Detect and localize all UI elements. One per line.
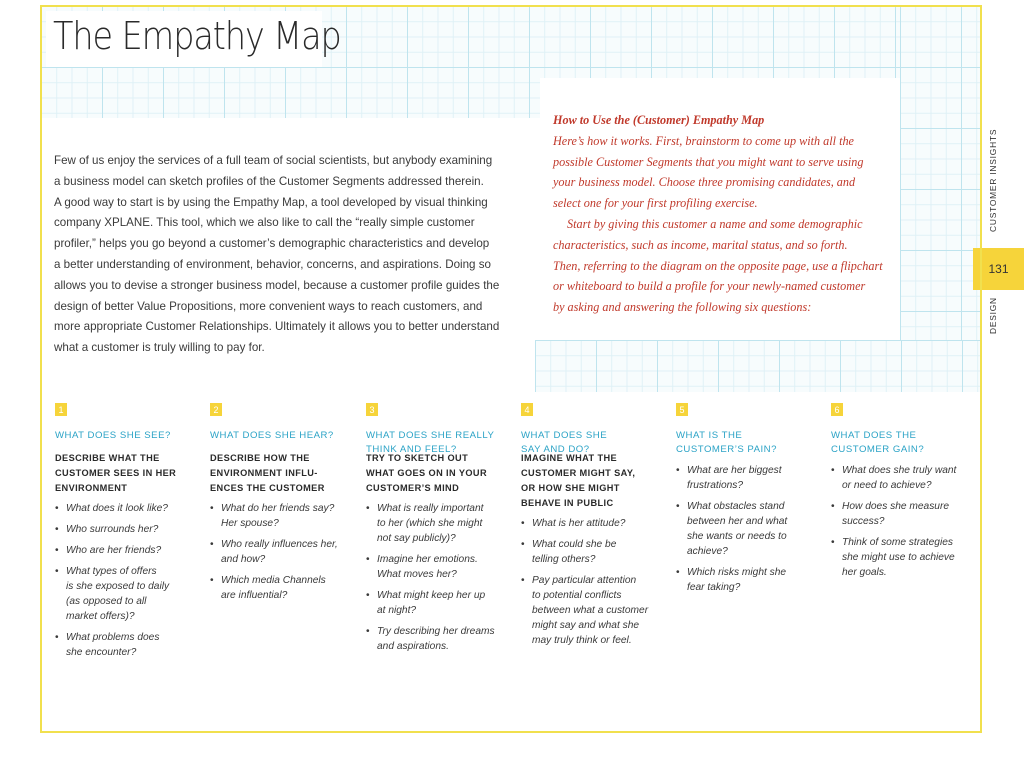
question-subheading-line: DESCRIBE WHAT THE xyxy=(55,453,160,463)
question-bullet-line: fear taking? xyxy=(687,582,741,593)
question-bullet-line: • Pay particular attention xyxy=(532,575,637,586)
question-bullet-line: achieve? xyxy=(687,546,728,557)
side-label-design: DESIGN xyxy=(988,297,998,334)
question-bullet-list xyxy=(366,501,516,654)
question-column-3 xyxy=(366,403,516,660)
question-column-4 xyxy=(521,403,671,654)
question-bullet-line: • What might keep her up xyxy=(377,590,486,601)
howto-line: by asking and answering the following six questions: xyxy=(553,300,812,315)
question-bullet-line: not say publicly)? xyxy=(377,533,456,544)
question-bullet-line: Her spouse? xyxy=(221,518,279,529)
question-heading-line: WHAT DOES SHE xyxy=(521,430,608,441)
question-subheading xyxy=(55,451,205,496)
question-column-2 xyxy=(210,403,360,609)
question-number-badge: 1 xyxy=(55,403,67,416)
question-number-badge: 2 xyxy=(210,403,222,416)
question-bullet xyxy=(831,463,981,493)
page-number-tab: 131 xyxy=(973,248,1024,290)
question-bullet-list xyxy=(55,501,205,660)
question-bullet-line: to her (which she might xyxy=(377,518,483,529)
question-column-6 xyxy=(831,403,981,586)
question-bullet-line: (as opposed to all xyxy=(66,596,147,607)
question-subheading-line: CUSTOMER SEES IN HER xyxy=(55,468,177,478)
question-heading-line: WHAT DOES THE xyxy=(831,430,917,441)
question-bullet xyxy=(676,565,826,595)
question-bullet-line: • What does it look like? xyxy=(66,503,168,514)
graph-paper-middle xyxy=(535,340,981,392)
question-bullet-line: • What could she be xyxy=(532,539,617,550)
question-heading-line: THINK AND FEEL? xyxy=(366,444,457,455)
howto-line: select one for your first profiling exercise. xyxy=(553,196,758,211)
question-bullet xyxy=(831,535,981,580)
question-heading-line: WHAT DOES SHE HEAR? xyxy=(210,430,334,441)
question-subheading-line: BEHAVE IN PUBLIC xyxy=(521,498,614,508)
question-subheading xyxy=(210,451,360,496)
question-column-5 xyxy=(676,403,826,601)
question-bullet xyxy=(521,573,671,648)
question-number-badge: 3 xyxy=(366,403,378,416)
question-bullet-line: market offers)? xyxy=(66,611,135,622)
question-bullet xyxy=(210,501,360,531)
question-bullet xyxy=(366,624,516,654)
howto-line: possible Customer Segments that you might want to serve using xyxy=(553,154,864,169)
intro-line: design of better Value Propositions, more convenient ways to reach customers, and xyxy=(54,299,483,313)
question-bullet-line: • What are her biggest xyxy=(687,465,782,476)
howto-line: or whiteboard to build a profile for your newly-named customer xyxy=(553,279,866,294)
page-title: The Empathy Map xyxy=(53,14,341,58)
question-subheading-line: ENCES THE CUSTOMER xyxy=(210,483,325,493)
question-bullet-list xyxy=(831,463,981,580)
question-bullet-line: frustrations? xyxy=(687,480,744,491)
question-bullet xyxy=(210,573,360,603)
question-bullet xyxy=(676,463,826,493)
question-bullet xyxy=(676,499,826,559)
howto-line: Start by giving this customer a name and some demographic xyxy=(567,216,863,231)
question-subheading-line: TRY TO SKETCH OUT xyxy=(366,453,469,463)
question-bullet-line: and aspirations. xyxy=(377,641,449,652)
question-bullet xyxy=(55,564,205,624)
question-bullet xyxy=(831,499,981,529)
question-bullet-line: • What is really important xyxy=(377,503,484,514)
question-bullet-line: she encounter? xyxy=(66,647,137,658)
side-label-customer-insights: CUSTOMER INSIGHTS xyxy=(988,128,998,232)
question-number-badge: 4 xyxy=(521,403,533,416)
intro-text xyxy=(54,151,524,359)
question-bullet-line: between her and what xyxy=(687,516,788,527)
question-bullet-line: • Try describing her dreams xyxy=(377,626,495,637)
question-subheading-line: ENVIRONMENT xyxy=(55,483,128,493)
question-bullet-line: • What obstacles stand xyxy=(687,501,785,512)
question-bullet-line: may truly think or feel. xyxy=(532,635,632,646)
howto-line: Here’s how it works. First, brainstorm to come up with all the xyxy=(553,133,854,148)
question-bullet-line: she might use to achieve xyxy=(842,552,955,563)
question-bullet xyxy=(55,501,205,516)
intro-line: a business model can sketch profiles of the Customer Segments addressed therein. xyxy=(54,174,484,188)
intro-line: A good way to start is by using the Empathy Map, a tool developed by visual thinking xyxy=(54,195,488,209)
question-number-badge: 6 xyxy=(831,403,843,416)
howto-line: your business model. Choose three promising candidates, and xyxy=(553,175,856,190)
question-bullet-line: to potential conflicts xyxy=(532,590,622,601)
question-subheading-line: WHAT GOES ON IN YOUR xyxy=(366,468,487,478)
question-heading-line: CUSTOMER GAIN? xyxy=(831,444,925,455)
question-bullet-line: are influential? xyxy=(221,590,288,601)
question-heading xyxy=(831,429,981,459)
question-bullet-line: • Who really influences her, xyxy=(221,539,338,550)
question-bullet-line: • How does she measure xyxy=(842,501,950,512)
question-subheading-line: IMAGINE WHAT THE xyxy=(521,453,618,463)
question-heading-line: CUSTOMER’S PAIN? xyxy=(676,444,777,455)
question-bullet-line: • What do her friends say? xyxy=(221,503,335,514)
question-number-badge: 5 xyxy=(676,403,688,416)
question-bullet xyxy=(521,516,671,531)
question-heading-line: WHAT DOES SHE REALLY xyxy=(366,430,495,441)
question-heading-line: WHAT IS THE xyxy=(676,430,743,441)
question-bullet-list xyxy=(521,516,671,648)
question-bullet-list xyxy=(210,501,360,603)
howto-line: characteristics, such as income, marital status, and so forth. xyxy=(553,237,848,252)
question-bullet-line: • What is her attitude? xyxy=(532,518,626,529)
question-bullet-line: might say and what she xyxy=(532,620,640,631)
intro-line: company XPLANE. This tool, which we also like to call the “really simple customer xyxy=(54,216,475,230)
question-bullet xyxy=(521,537,671,567)
question-subheading xyxy=(366,451,516,496)
question-bullet xyxy=(210,537,360,567)
question-bullet-line: • Which risks might she xyxy=(687,567,787,578)
question-bullet xyxy=(366,588,516,618)
question-bullet-line: she wants or needs to xyxy=(687,531,787,542)
question-bullet-line: • Imagine her emotions. xyxy=(377,554,478,565)
question-bullet-line: • Which media Channels xyxy=(221,575,326,586)
question-bullet-line: • What problems does xyxy=(66,632,160,643)
graph-paper-right xyxy=(900,6,981,341)
question-bullet-list xyxy=(676,463,826,595)
intro-line: a better understanding of environment, behavior, concerns, and aspirations. Doing so xyxy=(54,257,491,271)
intro-line: Few of us enjoy the services of a full team of social scientists, but anybody examining xyxy=(54,154,493,167)
question-bullet-line: • What does she truly want xyxy=(842,465,957,476)
question-bullet-line: and how? xyxy=(221,554,266,565)
question-subheading xyxy=(521,451,671,511)
howto-title: How to Use the (Customer) Empathy Map xyxy=(553,113,765,127)
question-subheading-line: DESCRIBE HOW THE xyxy=(210,453,310,463)
question-bullet-line: between what a customer xyxy=(532,605,649,616)
question-bullet xyxy=(55,522,205,537)
question-bullet xyxy=(55,630,205,660)
question-bullet-line: her goals. xyxy=(842,567,887,578)
intro-line: profiler,” helps you go beyond a customer’s demographic characteristics and develop xyxy=(54,237,490,251)
question-bullet-line: • Who surrounds her? xyxy=(66,524,159,535)
question-bullet-line: • Who are her friends? xyxy=(66,545,162,556)
question-bullet-line: at night? xyxy=(377,605,417,616)
intro-line: what a customer is truly willing to pay for. xyxy=(54,341,265,355)
howto-line: Then, referring to the diagram on the opposite page, use a flipchart xyxy=(553,258,883,273)
intro-line: more appropriate Customer Relationships. Ultimately it allows you to better understand xyxy=(54,320,500,334)
question-bullet-line: is she exposed to daily xyxy=(66,581,170,592)
question-bullet-line: • Think of some strategies xyxy=(842,537,953,548)
question-heading-line: SAY AND DO? xyxy=(521,444,590,455)
question-heading-line: WHAT DOES SHE SEE? xyxy=(55,430,171,441)
question-bullet-line: What moves her? xyxy=(377,569,457,580)
question-bullet xyxy=(366,501,516,546)
howto-box xyxy=(553,110,903,318)
question-heading xyxy=(676,429,826,459)
question-bullet xyxy=(55,543,205,558)
question-subheading-line: OR HOW SHE MIGHT xyxy=(521,483,620,493)
question-subheading-line: ENVIRONMENT INFLU- xyxy=(210,468,318,478)
intro-line: allows you to devise a stronger business model, because a customer profile guides the xyxy=(54,278,500,292)
question-bullet xyxy=(366,552,516,582)
question-subheading-line: CUSTOMER MIGHT SAY, xyxy=(521,468,636,478)
question-bullet-line: telling others? xyxy=(532,554,596,565)
question-bullet-line: or need to achieve? xyxy=(842,480,932,491)
question-bullet-line: success? xyxy=(842,516,885,527)
question-bullet-line: • What types of offers xyxy=(66,566,157,577)
question-subheading-line: CUSTOMER’S MIND xyxy=(366,483,460,493)
question-column-1 xyxy=(55,403,205,666)
